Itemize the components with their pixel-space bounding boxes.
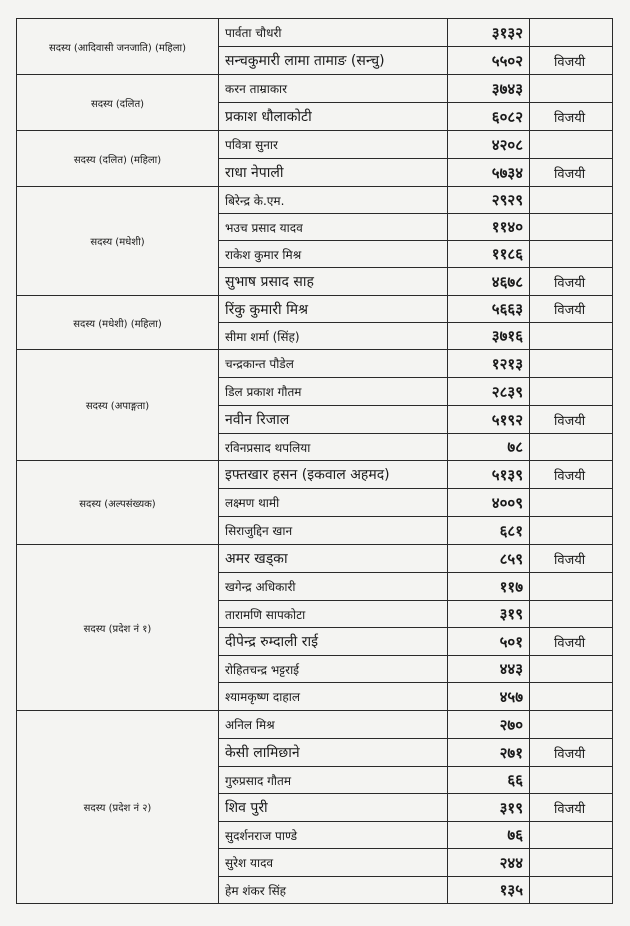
votes-cell: २८३९: [448, 378, 530, 406]
result-cell: [530, 517, 613, 545]
post-cell: सदस्य (आदिवासी जनजाति) (महिला): [17, 19, 219, 75]
votes-cell: ५१३९: [448, 461, 530, 489]
votes-cell: २७१: [448, 739, 530, 767]
result-cell: विजयी: [530, 159, 613, 187]
candidate-name-cell: हेम शंकर सिंह: [219, 877, 448, 904]
result-cell: विजयी: [530, 628, 613, 656]
result-cell: [530, 877, 613, 904]
votes-cell: ३१९: [448, 794, 530, 822]
votes-cell: ४२०८: [448, 131, 530, 159]
votes-cell: ६०८२: [448, 103, 530, 131]
candidate-name-cell: सुदर्शनराज पाण्डे: [219, 822, 448, 849]
candidate-name-cell: अमर खड्का: [219, 545, 448, 573]
result-cell: [530, 19, 613, 47]
candidate-name-cell: भउच प्रसाद यादव: [219, 214, 448, 241]
post-cell: सदस्य (अपाङ्गता): [17, 350, 219, 461]
table-row: [17, 187, 613, 214]
votes-cell: ७८: [448, 434, 530, 461]
result-cell: विजयी: [530, 545, 613, 573]
candidate-name-cell: अनिल मिश्र: [219, 711, 448, 739]
post-cell: सदस्य (प्रदेश नं १): [17, 545, 219, 711]
candidate-name-cell: गुरुप्रसाद गौतम: [219, 767, 448, 794]
candidate-name-cell: दीपेन्द्र रुम्दाली राई: [219, 628, 448, 656]
candidate-name-cell: सुभाष प्रसाद साह: [219, 268, 448, 296]
result-cell: विजयी: [530, 406, 613, 434]
candidate-name-cell: श्यामकृष्ण दाहाल: [219, 683, 448, 711]
table-row: [17, 75, 613, 103]
candidate-name-cell: रविनप्रसाद थपलिया: [219, 434, 448, 461]
candidate-name-cell: सीमा शर्मा (सिंह): [219, 323, 448, 350]
result-cell: विजयी: [530, 103, 613, 131]
candidate-name-cell: चन्द्रकान्त पौडेल: [219, 350, 448, 378]
votes-cell: २४४: [448, 849, 530, 877]
result-cell: विजयी: [530, 47, 613, 75]
candidate-name-cell: लक्ष्मण थामी: [219, 489, 448, 517]
votes-cell: ११४०: [448, 214, 530, 241]
votes-cell: ३७१६: [448, 323, 530, 350]
result-cell: [530, 434, 613, 461]
result-cell: [530, 350, 613, 378]
result-cell: [530, 323, 613, 350]
candidate-name-cell: केसी लामिछाने: [219, 739, 448, 767]
table-row: [17, 131, 613, 159]
result-cell: [530, 489, 613, 517]
votes-cell: ६८१: [448, 517, 530, 545]
result-cell: [530, 711, 613, 739]
result-cell: विजयी: [530, 296, 613, 323]
votes-cell: २७०: [448, 711, 530, 739]
post-cell: सदस्य (दलित): [17, 75, 219, 131]
votes-cell: ६६: [448, 767, 530, 794]
result-cell: विजयी: [530, 794, 613, 822]
result-cell: [530, 767, 613, 794]
votes-cell: १३५: [448, 877, 530, 904]
result-cell: विजयी: [530, 268, 613, 296]
results-table: [16, 18, 613, 904]
candidate-name-cell: बिरेन्द्र के.एम.: [219, 187, 448, 214]
result-cell: [530, 241, 613, 268]
votes-cell: १२१३: [448, 350, 530, 378]
candidate-name-cell: सुरेश यादव: [219, 849, 448, 877]
votes-cell: ३१९: [448, 601, 530, 628]
candidate-name-cell: तारामणि सापकोटा: [219, 601, 448, 628]
votes-cell: ८५९: [448, 545, 530, 573]
candidate-name-cell: नवीन रिजाल: [219, 406, 448, 434]
result-cell: [530, 849, 613, 877]
result-cell: [530, 573, 613, 601]
candidate-name-cell: रोहितचन्द्र भट्टराई: [219, 656, 448, 683]
votes-cell: ४६७८: [448, 268, 530, 296]
result-cell: [530, 683, 613, 711]
post-cell: सदस्य (प्रदेश नं २): [17, 711, 219, 904]
votes-cell: ५०१: [448, 628, 530, 656]
result-cell: [530, 822, 613, 849]
post-cell: सदस्य (दलित) (महिला): [17, 131, 219, 187]
table-row: [17, 350, 613, 378]
table-row: [17, 545, 613, 573]
candidate-name-cell: खगेन्द्र अधिकारी: [219, 573, 448, 601]
candidate-name-cell: राकेश कुमार मिश्र: [219, 241, 448, 268]
votes-cell: ५६६३: [448, 296, 530, 323]
votes-cell: २९२९: [448, 187, 530, 214]
votes-cell: ५५०२: [448, 47, 530, 75]
candidate-name-cell: रिंकु कुमारी मिश्र: [219, 296, 448, 323]
table-row: [17, 19, 613, 47]
result-cell: [530, 131, 613, 159]
result-cell: [530, 378, 613, 406]
candidate-name-cell: करन ताम्राकार: [219, 75, 448, 103]
votes-cell: ३७४३: [448, 75, 530, 103]
votes-cell: ७६: [448, 822, 530, 849]
votes-cell: ४४३: [448, 656, 530, 683]
result-cell: [530, 656, 613, 683]
votes-cell: ११८६: [448, 241, 530, 268]
votes-cell: ११७: [448, 573, 530, 601]
post-cell: सदस्य (मधेशी): [17, 187, 219, 296]
votes-cell: ४५७: [448, 683, 530, 711]
table-row: [17, 461, 613, 489]
votes-cell: ५७३४: [448, 159, 530, 187]
votes-cell: ५१९२: [448, 406, 530, 434]
table-row: [17, 296, 613, 323]
results-sheet: [16, 18, 612, 904]
candidate-name-cell: पार्वता चौधरी: [219, 19, 448, 47]
candidate-name-cell: राधा नेपाली: [219, 159, 448, 187]
result-cell: [530, 214, 613, 241]
result-cell: विजयी: [530, 461, 613, 489]
result-cell: विजयी: [530, 739, 613, 767]
candidate-name-cell: शिव पुरी: [219, 794, 448, 822]
candidate-name-cell: सन्चकुमारी लामा तामाङ (सन्चु): [219, 47, 448, 75]
result-cell: [530, 187, 613, 214]
candidate-name-cell: सिराजुद्दिन खान: [219, 517, 448, 545]
candidate-name-cell: डिल प्रकाश गौतम: [219, 378, 448, 406]
post-cell: सदस्य (अल्पसंख्यक): [17, 461, 219, 545]
candidate-name-cell: प्रकाश धौलाकोटी: [219, 103, 448, 131]
result-cell: [530, 601, 613, 628]
result-cell: [530, 75, 613, 103]
candidate-name-cell: पवित्रा सुनार: [219, 131, 448, 159]
table-row: [17, 711, 613, 739]
votes-cell: ३१३२: [448, 19, 530, 47]
post-cell: सदस्य (मधेशी) (महिला): [17, 296, 219, 350]
votes-cell: ४००९: [448, 489, 530, 517]
candidate-name-cell: इफ्तखार हसन (इकवाल अहमद): [219, 461, 448, 489]
